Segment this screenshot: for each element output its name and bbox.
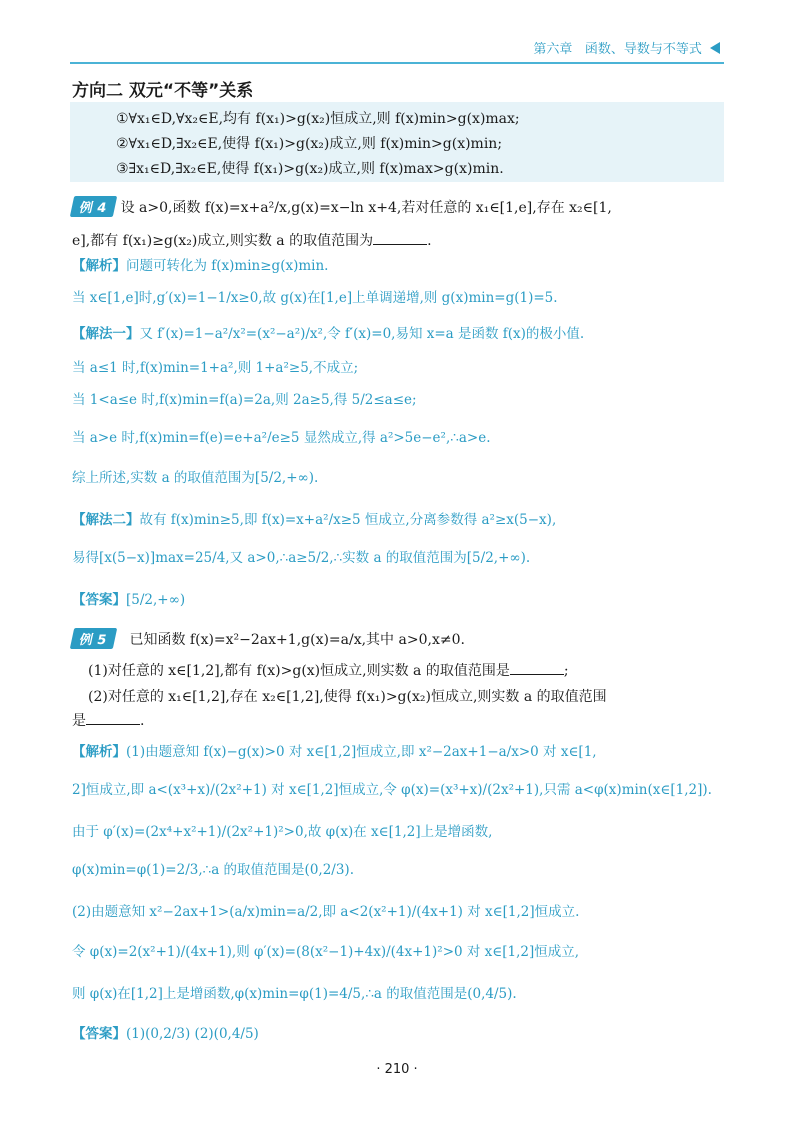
method1-tag: 【解法一】 bbox=[72, 326, 140, 342]
ex4-line2: 当 x∈[1,e]时,g′(x)=1−1/x≥0,故 g(x)在[1,e]上单调递增,则 g(x)min=g(1)=5. bbox=[72, 290, 558, 306]
example4-question-line2: e],都有 f(x₁)≥g(x₂)成立,则实数 a 的取值范围为 . bbox=[72, 233, 432, 249]
ex5-answer bbox=[72, 1022, 259, 1042]
ex4-analysis bbox=[72, 254, 328, 274]
section-title: 方向二 双元“不等”关系 bbox=[72, 81, 254, 101]
example4-q2: e],都有 f(x₁)≥g(x₂)成立,则实数 a 的取值范围为 bbox=[72, 233, 374, 249]
answer-blank bbox=[510, 662, 564, 675]
ex4-case1: 当 a≤1 时,f(x)min=1+a²,则 1+a²≥5,不成立; bbox=[72, 360, 359, 376]
answer-text: (1)(0,2/3) (2)(0,4/5) bbox=[126, 1026, 259, 1042]
ex5-a6: 令 φ(x)=2(x²+1)/(4x+1),则 φ′(x)=(8(x²−1)+4x)/(4x+1)²>0 对 x∈[1,2]恒成立, bbox=[72, 944, 580, 960]
header-rule bbox=[70, 62, 724, 64]
method2-tag: 【解法二】 bbox=[72, 512, 140, 528]
ex5-a2: 2]恒成立,即 a<(x³+x)/(2x²+1) 对 x∈[1,2]恒成立,令 φ(x)=(x³+x)/(2x²+1),只需 a<φ(x)min(x∈[1,2]). bbox=[72, 782, 712, 798]
triangle-marker-icon bbox=[710, 42, 720, 54]
example4-question-line1 bbox=[72, 196, 612, 217]
example5-part2: (2)对任意的 x₁∈[1,2],存在 x₂∈[1,2],使得 f(x₁)>g(x₂)恒成立,则实数 a 的取值范围 bbox=[88, 689, 607, 705]
example5-part2-line2: 是 . bbox=[72, 713, 145, 729]
ex4-case2: 当 1<a≤e 时,f(x)min=f(a)=2a,则 2a≥5,得 5/2≤a≤e; bbox=[72, 392, 417, 408]
answer-tag: 【答案】 bbox=[72, 1026, 126, 1042]
summary-line-2: ②∀x₁∈D,∃x₂∈E,使得 f(x₁)>g(x₂)成立,则 f(x)min>g(x)min; bbox=[116, 136, 503, 152]
ex5-a5: (2)由题意知 x²−2ax+1>(a/x)min=a/2,即 a<2(x²+1)/(4x+1) 对 x∈[1,2]恒成立. bbox=[72, 904, 580, 920]
example4-q1: 设 a>0,函数 f(x)=x+a²/x,g(x)=x−ln x+4,若对任意的 x₁∈[1,e],存在 x₂∈[1, bbox=[120, 200, 612, 216]
ex5-a3: 由于 φ′(x)=(2x⁴+x²+1)/(2x²+1)²>0,故 φ(x)在 x∈[1,2]上是增函数, bbox=[72, 824, 493, 840]
answer-tag: 【答案】 bbox=[72, 592, 126, 608]
example5-badge: 例 5 bbox=[70, 628, 117, 649]
ex4-answer bbox=[72, 588, 185, 608]
ex4-method2-line2: 易得[x(5−x)]max=25/4,又 a>0,∴a≥5/2,∴实数 a 的取值范围为[5/2,+∞). bbox=[72, 550, 531, 566]
ex4-conclusion: 综上所述,实数 a 的取值范围为[5/2,+∞). bbox=[72, 470, 319, 486]
summary-box bbox=[70, 102, 724, 182]
ex5-a4: φ(x)min=φ(1)=2/3,∴a 的取值范围是(0,2/3). bbox=[72, 862, 354, 878]
summary-line-3: ③∃x₁∈D,∃x₂∈E,使得 f(x₁)>g(x₂)成立,则 f(x)max>g(x)min. bbox=[116, 161, 504, 177]
q2b-text: 是 bbox=[72, 713, 86, 729]
chapter-title: 函数、导数与不等式 bbox=[584, 42, 702, 57]
ex4-case3: 当 a>e 时,f(x)min=f(e)=e+a²/e≥5 显然成立,得 a²>5e−e²,∴a>e. bbox=[72, 430, 491, 446]
example5-part1 bbox=[88, 660, 569, 680]
example4-badge: 例 4 bbox=[70, 196, 117, 217]
method1-text: 又 f′(x)=1−a²/x²=(x²−a²)/x²,令 f′(x)=0,易知 x=a 是函数 f(x)的极小值. bbox=[139, 326, 585, 342]
page-number: · 210 · bbox=[376, 1062, 418, 1077]
answer-text: [5/2,+∞) bbox=[126, 592, 186, 608]
ex4-method2 bbox=[72, 508, 556, 528]
analysis-text: 问题可转化为 f(x)min≥g(x)min. bbox=[126, 258, 329, 274]
example5-q1: (1)对任意的 x∈[1,2],都有 f(x)>g(x)恒成立,则实数 a 的取值范围是 bbox=[88, 663, 510, 679]
analysis-tag: 【解析】 bbox=[72, 258, 126, 274]
example5-question bbox=[72, 628, 465, 649]
analysis-tag: 【解析】 bbox=[72, 744, 126, 760]
ex4-method1 bbox=[72, 322, 584, 342]
ex5-a7: 则 φ(x)在[1,2]上是增函数,φ(x)min=φ(1)=4/5,∴a 的取值范围是(0,4/5). bbox=[72, 986, 517, 1002]
q1-end: ; bbox=[563, 663, 569, 679]
method2-text: 故有 f(x)min≥5,即 f(x)=x+a²/x≥5 恒成立,分离参数得 a²≥x(5−x), bbox=[139, 512, 557, 528]
ex5-a1: (1)由题意知 f(x)−g(x)>0 对 x∈[1,2]恒成立,即 x²−2ax+1−a/x>0 对 x∈[1, bbox=[126, 744, 597, 760]
chapter-label: 第六章 bbox=[533, 42, 573, 57]
answer-blank bbox=[86, 712, 140, 725]
example5-q: 已知函数 f(x)=x²−2ax+1,g(x)=a/x,其中 a>0,x≠0. bbox=[129, 632, 465, 648]
running-header bbox=[533, 38, 720, 57]
summary-line-1: ①∀x₁∈D,∀x₂∈E,均有 f(x₁)>g(x₂)恒成立,则 f(x)min>g(x)max; bbox=[116, 111, 520, 127]
answer-blank bbox=[373, 232, 427, 245]
ex5-analysis bbox=[72, 740, 597, 760]
